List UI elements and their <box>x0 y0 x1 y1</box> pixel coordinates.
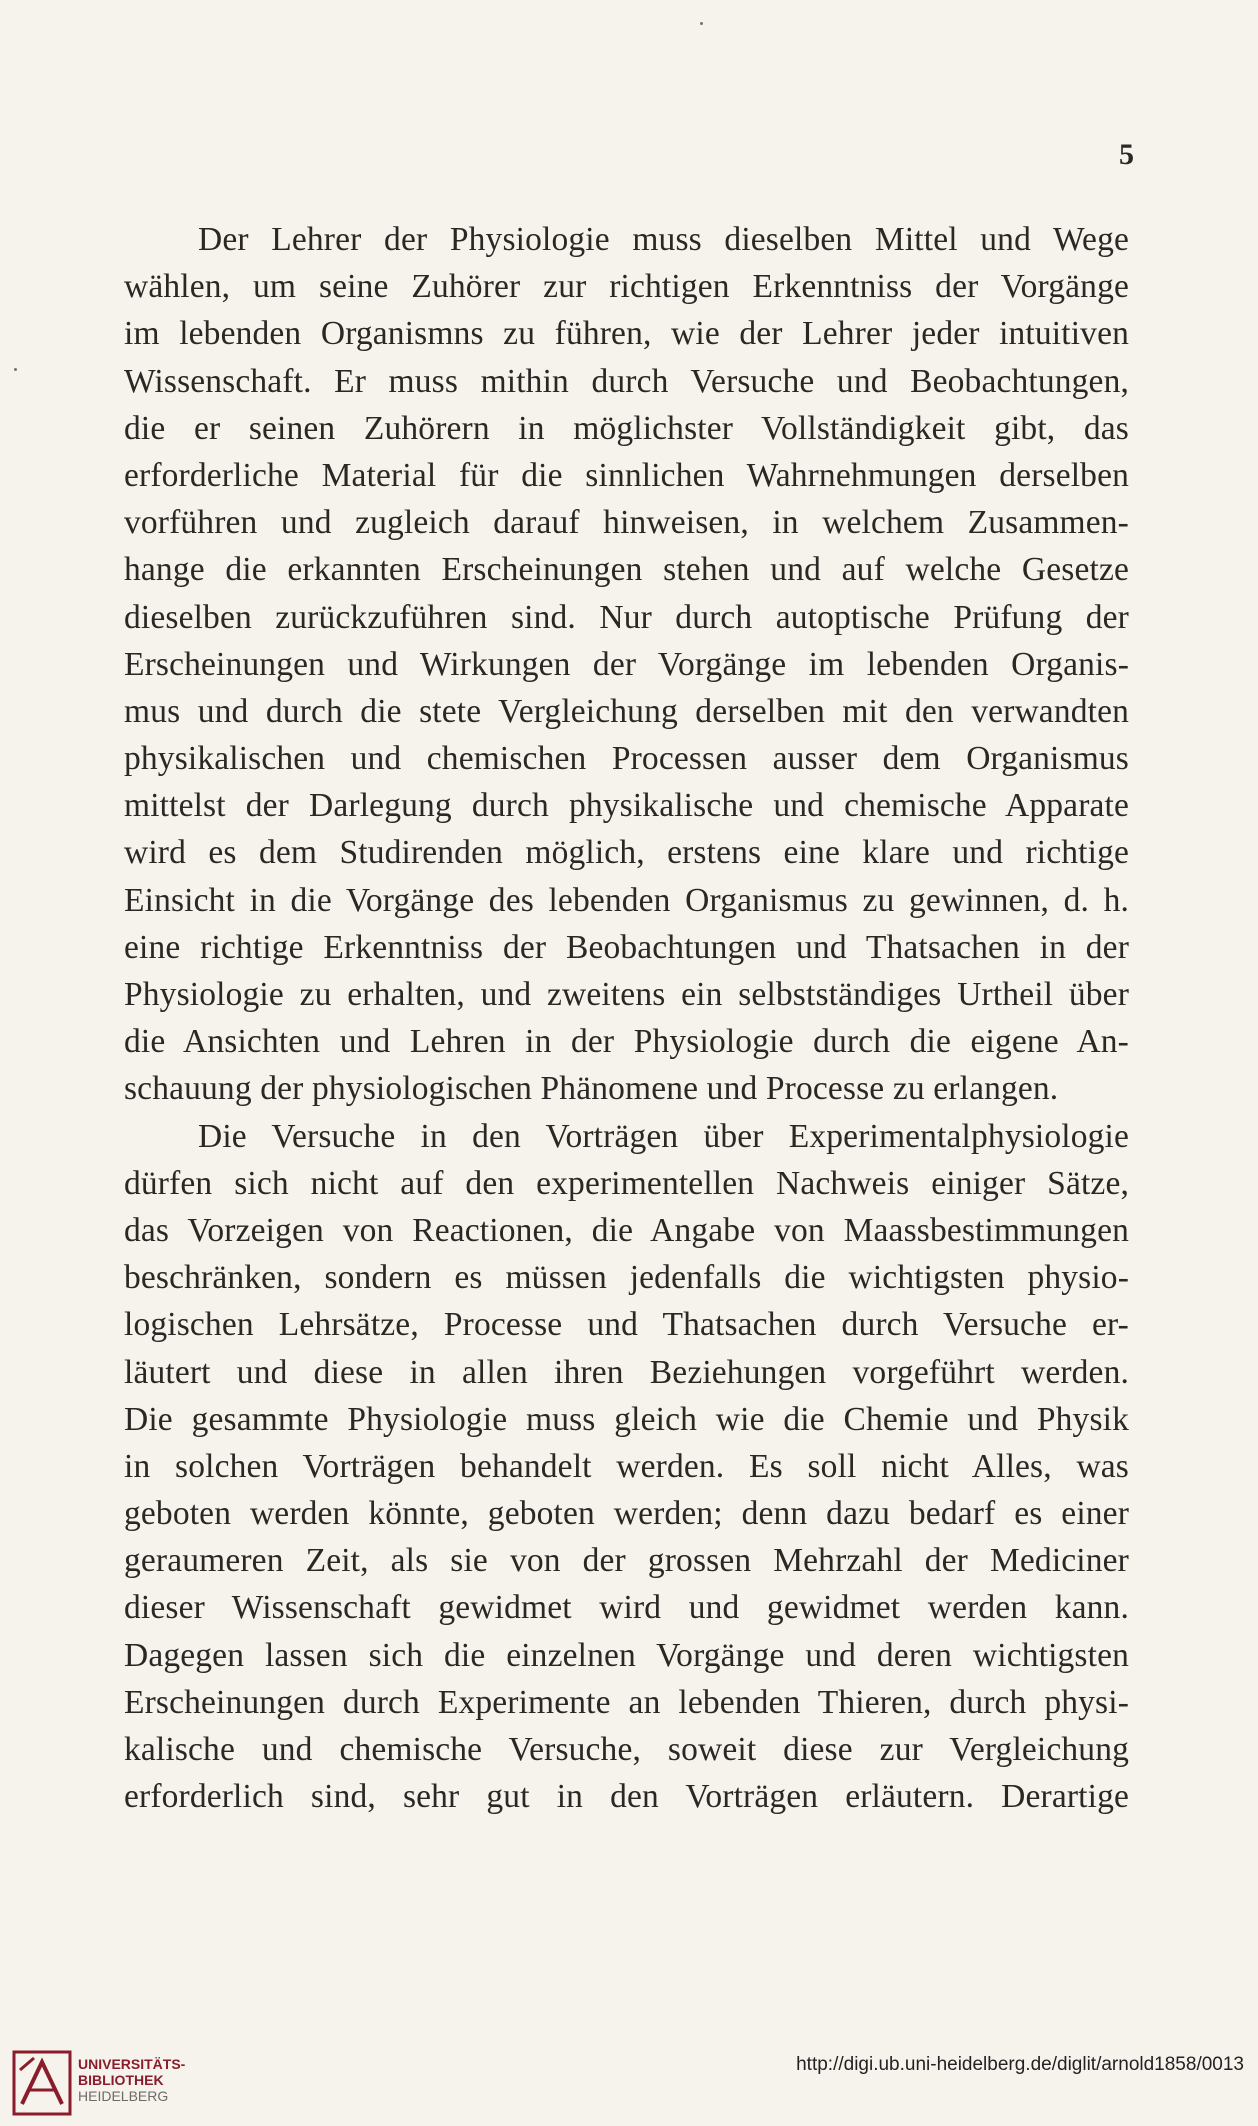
text-line: wählen, um seine Zuhörer zur richtigen Erkenntniss der Vorgänge <box>124 268 1129 306</box>
digitization-footer <box>0 2040 1258 2126</box>
library-name <box>78 2056 185 2104</box>
text-line: kalische und chemische Versuche, soweit diese zur Vergleichung <box>124 1731 1129 1768</box>
text-line: geraumeren Zeit, als sie von der grossen Mehrzahl der Mediciner <box>124 1542 1129 1580</box>
text-line: Der Lehrer der Physiologie muss dieselben Mittel und Wege <box>198 221 1129 258</box>
text-line: mittelst der Darlegung durch physikalische und chemische Apparate <box>124 787 1129 825</box>
text-line: erforderliche Material für die sinnlichen Wahrnehmungen derselben <box>124 456 1129 494</box>
text-line: Die Versuche in den Vorträgen über Experimentalphysiologie <box>198 1117 1129 1155</box>
text-line: schauung der physiologischen Phänomene und Processe zu erlangen. <box>124 1070 1059 1108</box>
text-line: Erscheinungen und Wirkungen der Vorgänge im lebenden Organis- <box>124 645 1129 683</box>
text-line: Erscheinungen durch Experimente an lebenden Thieren, durch physi- <box>124 1683 1129 1721</box>
text-line: mus und durch die stete Vergleichung derselben mit den verwandten <box>124 692 1129 730</box>
university-library-logo-icon <box>12 2050 72 2116</box>
text-line: Einsicht in die Vorgänge des lebenden Organismus zu gewinnen, d. h. <box>124 881 1129 919</box>
body-text <box>124 216 1129 1820</box>
text-line: logischen Lehrsätze, Processe und Thatsachen durch Versuche er- <box>124 1306 1129 1344</box>
text-line: die er seinen Zuhörern in möglichster Vollständigkeit gibt, das <box>124 409 1129 447</box>
text-line: eine richtige Erkenntniss der Beobachtungen und Thatsachen in der <box>124 928 1129 966</box>
text-line: physikalischen und chemischen Processen ausser dem Organismus <box>124 740 1129 778</box>
text-line: Physiologie zu erhalten, und zweitens ein selbstständiges Urtheil über <box>124 976 1129 1013</box>
library-name-line: BIBLIOTHEK <box>78 2072 164 2088</box>
text-line: Wissenschaft. Er muss mithin durch Versuche und Beobachtungen, <box>124 362 1129 400</box>
text-line: das Vorzeigen von Reactionen, die Angabe von Maassbestimmungen <box>124 1211 1129 1249</box>
text-line: dieselben zurückzuführen sind. Nur durch autoptische Prüfung der <box>124 598 1129 636</box>
library-name-line: UNIVERSITÄTS- <box>78 2056 186 2072</box>
page-number: 5 <box>1119 138 1134 171</box>
paper-speck <box>700 22 703 25</box>
text-line: in solchen Vorträgen behandelt werden. Es soll nicht Alles, was <box>124 1447 1129 1485</box>
text-line: läutert und diese in allen ihren Beziehungen vorgeführt werden. <box>124 1353 1129 1391</box>
text-line: wird es dem Studirenden möglich, erstens eine klare und richtige <box>124 834 1129 872</box>
text-line: Dagegen lassen sich die einzelnen Vorgänge und deren wichtigsten <box>124 1636 1129 1674</box>
text-line: dürfen sich nicht auf den experimentellen Nachweis einiger Sätze, <box>124 1164 1129 1202</box>
text-line: hange die erkannten Erscheinungen stehen und auf welche Gesetze <box>124 551 1129 589</box>
text-line: im lebenden Organismns zu führen, wie der Lehrer jeder intuitiven <box>124 315 1129 353</box>
text-line: dieser Wissenschaft gewidmet wird und gewidmet werden kann. <box>124 1589 1129 1627</box>
text-line: erforderlich sind, sehr gut in den Vorträgen erläutern. Derartige <box>124 1778 1129 1816</box>
text-line: geboten werden könnte, geboten werden; denn dazu bedarf es einer <box>124 1495 1129 1533</box>
text-line: die Ansichten und Lehren in der Physiologie durch die eigene An- <box>124 1023 1129 1061</box>
text-line: vorführen und zugleich darauf hinweisen, in welchem Zusammen- <box>124 504 1129 542</box>
library-name-line: HEIDELBERG <box>78 2088 169 2104</box>
text-line: beschränken, sondern es müssen jedenfalls die wichtigsten physio- <box>124 1259 1129 1297</box>
source-url-link[interactable]: http://digi.ub.uni-heidelberg.de/diglit/arnold1858/0013 <box>796 2054 1244 2075</box>
text-line: Die gesammte Physiologie muss gleich wie die Chemie und Physik <box>124 1400 1129 1438</box>
paper-speck <box>14 368 17 371</box>
